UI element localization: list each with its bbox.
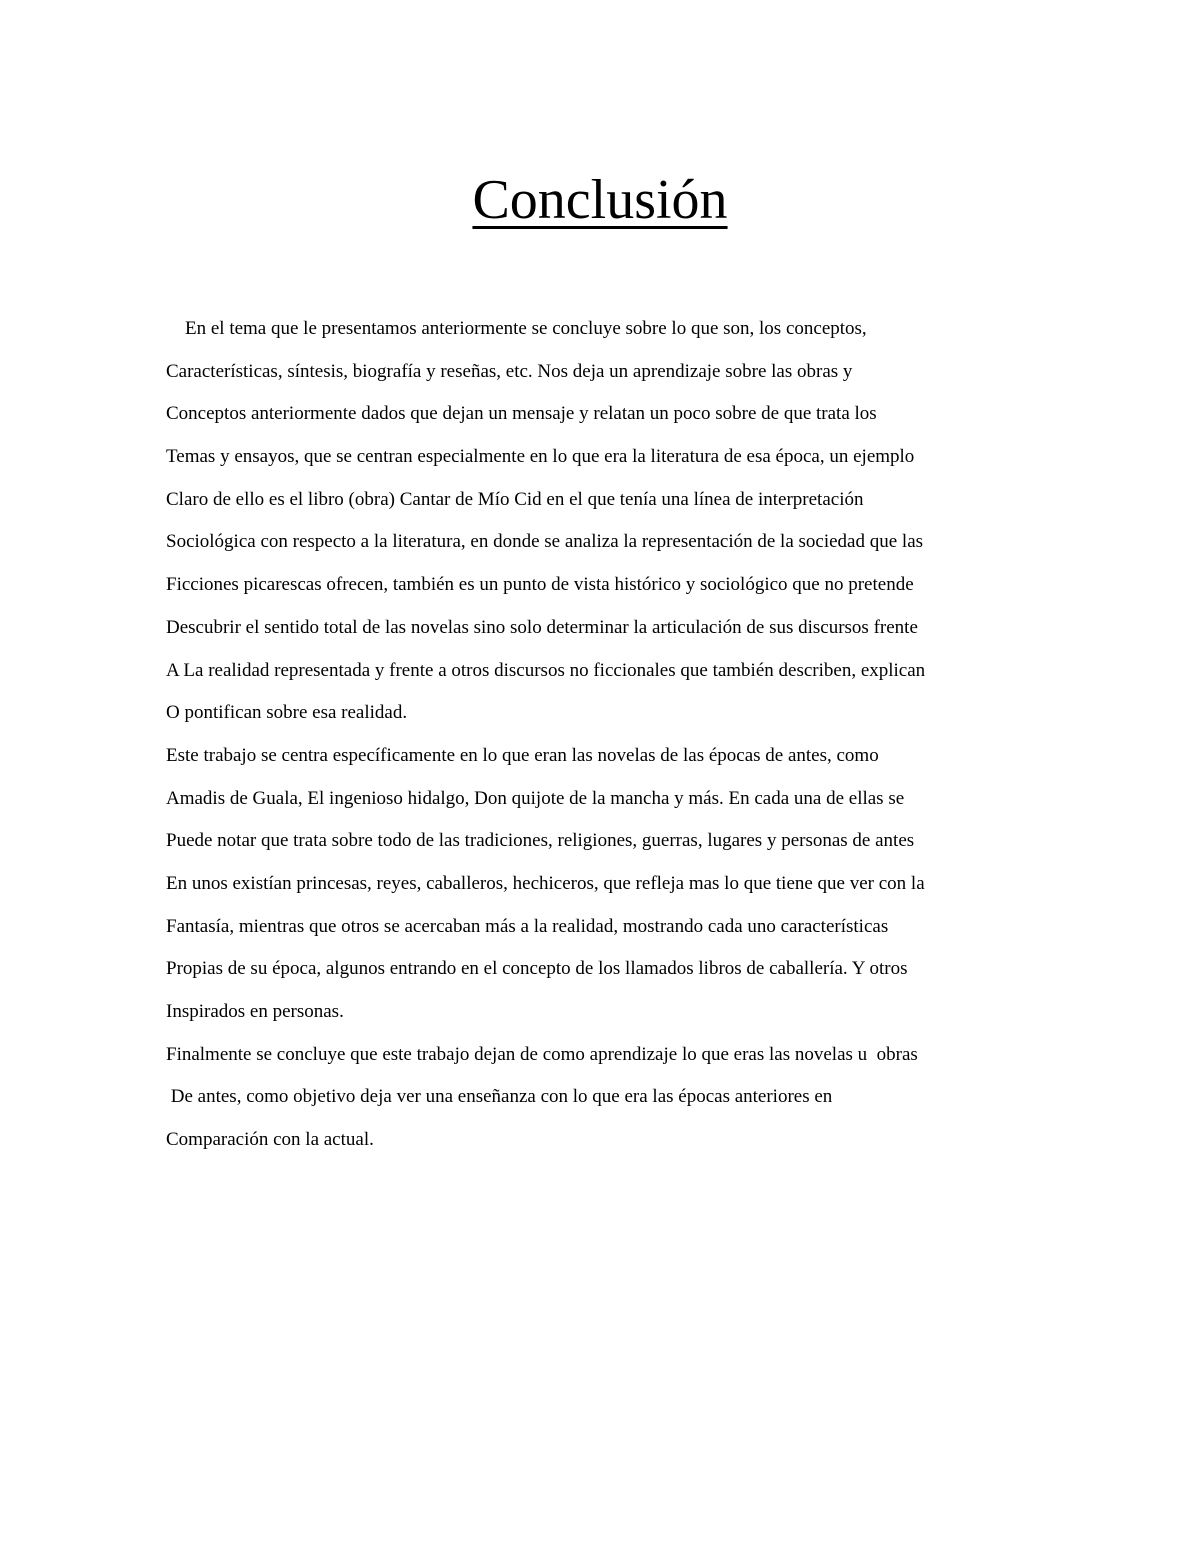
- text-line: En el tema que le presentamos anteriormente se concluye sobre lo que son, los conceptos,: [166, 318, 867, 339]
- text-line: De antes, como objetivo deja ver una enseñanza con lo que era las épocas anteriores en: [166, 1086, 833, 1108]
- text-line: Propias de su época, algunos entrando en el concepto de los llamados libros de caballería. Y otros: [166, 958, 908, 980]
- text-line: Claro de ello es el libro (obra) Cantar de Mío Cid en el que tenía una línea de interpretación: [166, 488, 864, 510]
- text-line: A La realidad representada y frente a otros discursos no ficcionales que también describen, explican: [166, 659, 926, 681]
- text-line: Sociológica con respecto a la literatura, en donde se analiza la representación de la sociedad que las: [166, 531, 924, 553]
- text-line: O pontifican sobre esa realidad.: [166, 702, 408, 724]
- text-line: Inspirados en personas.: [166, 1001, 344, 1022]
- text-line: Comparación con la actual.: [166, 1129, 374, 1151]
- text-line: Puede notar que trata sobre todo de las tradiciones, religiones, guerras, lugares y personas de antes: [166, 830, 915, 852]
- text-line: Descubrir el sentido total de las novelas sino solo determinar la articulación de sus discursos frente: [166, 616, 918, 638]
- text-line: Temas y ensayos, que se centran especialmente en lo que era la literatura de esa época, un ejemplo: [166, 446, 915, 468]
- text-line: Este trabajo se centra específicamente en lo que eran las novelas de las épocas de antes, como: [166, 744, 879, 766]
- body-text: [166, 308, 1066, 1162]
- page-title: [0, 164, 1200, 236]
- text-line: En unos existían princesas, reyes, caballeros, hechiceros, que refleja mas lo que tiene que ver con la: [166, 872, 925, 894]
- text-line: Características, síntesis, biografía y reseñas, etc. Nos deja un aprendizaje sobre las obras y: [166, 360, 853, 382]
- text-line: Finalmente se concluye que este trabajo dejan de como aprendizaje lo que eras las novelas u obras: [166, 1043, 918, 1065]
- page-title-text: Conclusión: [472, 169, 728, 231]
- text-line: Conceptos anteriormente dados que dejan un mensaje y relatan un poco sobre de que trata los: [166, 403, 877, 425]
- text-line: Amadis de Guala, El ingenioso hidalgo, Don quijote de la mancha y más. En cada una de ellas se: [166, 787, 905, 809]
- text-line: Ficciones picarescas ofrecen, también es un punto de vista histórico y sociológico que no pretende: [166, 574, 914, 596]
- text-line: Fantasía, mientras que otros se acercaban más a la realidad, mostrando cada uno características: [166, 915, 889, 937]
